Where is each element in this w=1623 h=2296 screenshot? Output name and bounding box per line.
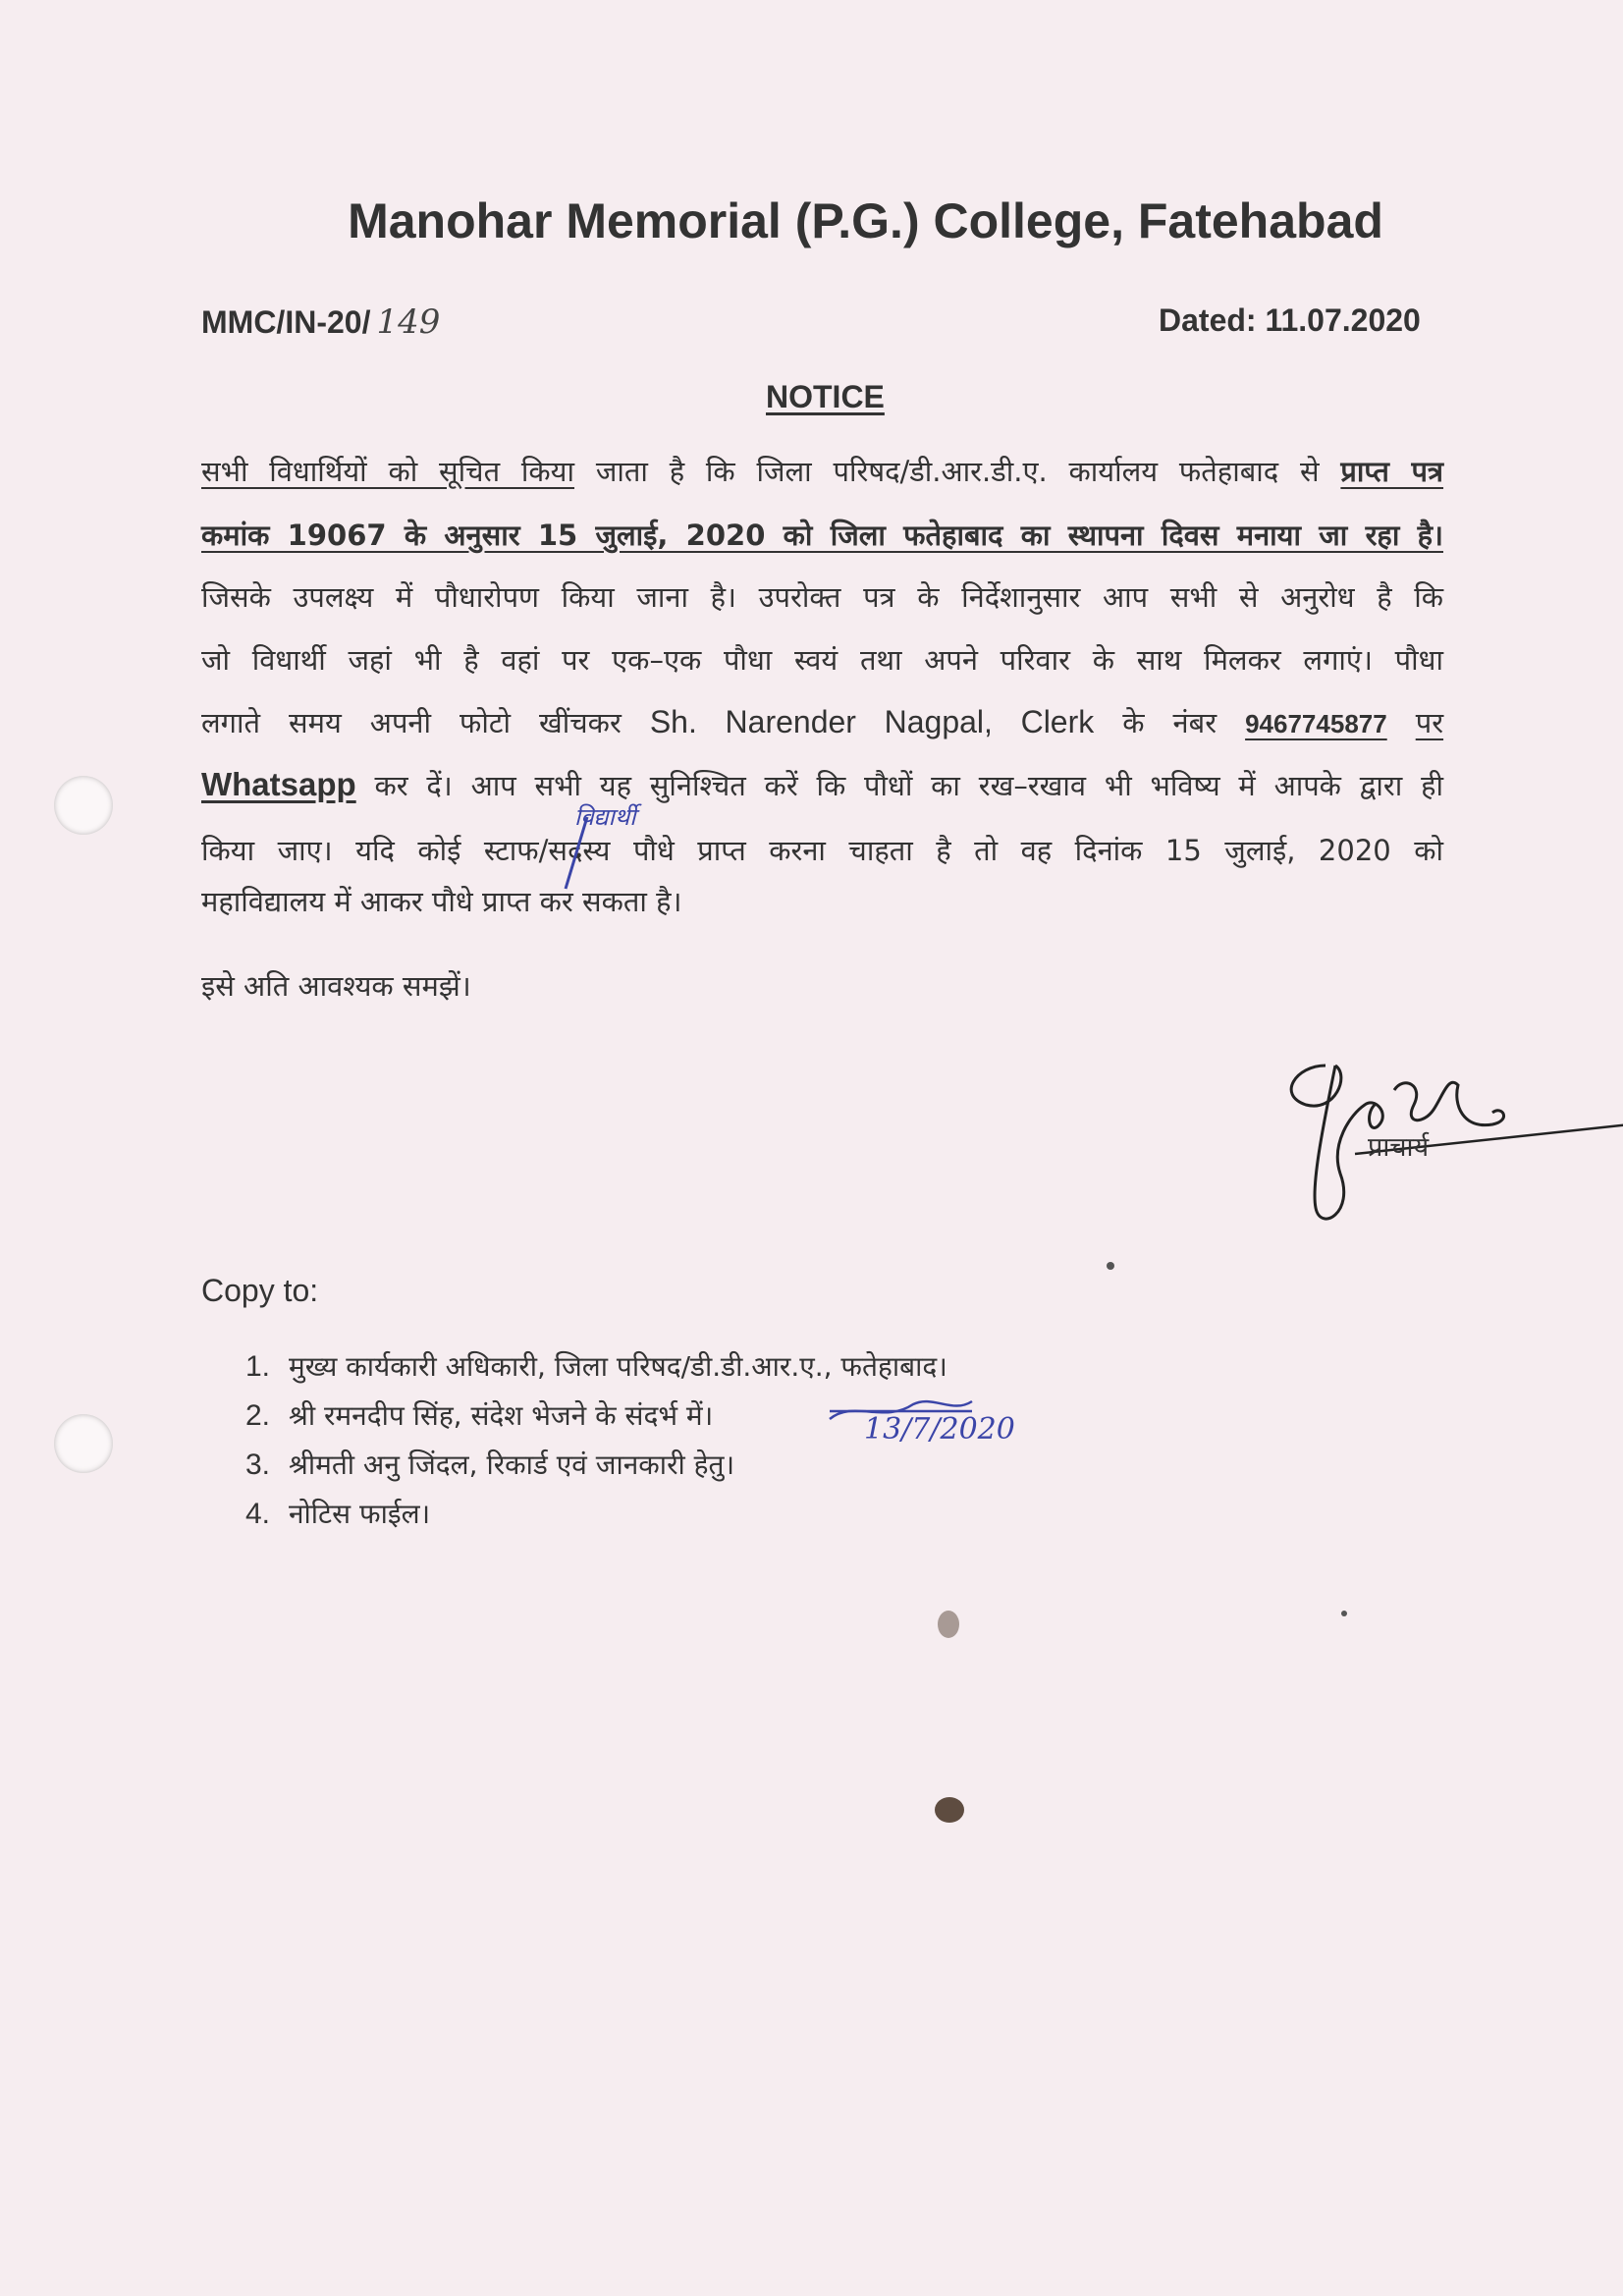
copy-item-number: 1. [245, 1350, 271, 1383]
paper-speck [938, 1611, 959, 1638]
body-line-5-text: लगाते समय अपनी फोटो खींचकर [201, 706, 622, 739]
body-line-5-end: पर [1415, 706, 1444, 739]
notice-date: Dated: 11.07.2020 [1159, 302, 1421, 338]
paper-speck [935, 1797, 964, 1823]
body-line-4: जो विधार्थी जहां भी है वहां पर एक–एक पौधा स्वयं तथा अपने परिवार के साथ मिलकर लगाएं। पौधा [201, 643, 1443, 677]
reference-handwritten-number: 149 [376, 302, 441, 342]
punch-hole-top [54, 776, 113, 835]
paper-speck [1107, 1262, 1114, 1270]
body-line-1 [201, 452, 1443, 490]
body-line-7: किया जाए। यदि कोई स्टाफ/सदस्य पौधे प्राप्त करना चाहता है तो वह दिनांक 15 जुलाई, 2020 को [201, 834, 1443, 867]
handwritten-correction: विद्यार्थी [574, 803, 636, 831]
paper-speck [1341, 1611, 1347, 1616]
body-line-1-bold: प्राप्त पत्र [1340, 455, 1444, 488]
college-name: Manohar Memorial (P.G.) College, Fatehabad [348, 193, 1383, 248]
copy-item-1 [245, 1347, 947, 1385]
notice-heading: NOTICE [766, 379, 885, 414]
copy-item-number: 4. [245, 1498, 271, 1530]
copy-item-text: नोटिस फाईल। [289, 1498, 431, 1530]
copy-item-2 [245, 1396, 713, 1434]
copy-item-number: 2. [245, 1399, 271, 1432]
reference-prefix: MMC/IN-20/ [201, 304, 371, 340]
phone-number: 9467745877 [1245, 709, 1387, 738]
copy-item-text: श्री रमनदीप सिंह, संदेश भेजने के संदर्भ में। [289, 1399, 714, 1432]
body-line-6 [201, 766, 1443, 804]
body-line-1-text: जाता है कि जिला परिषद/डी.आर.डी.ए. कार्यालय फतेहाबाद से [595, 455, 1320, 488]
body-line-5-number-label: के नंबर [1122, 706, 1217, 739]
body-line-5 [201, 703, 1443, 741]
body-line-6-text: कर दें। आप सभी यह सुनिश्चित करें कि पौधों का रख–रखाव भी भविष्य में आपके द्वारा ही [374, 769, 1443, 802]
body-line-3: जिसके उपलक्ष्य में पौधारोपण किया जाना है। उपरोक्त पत्र के निर्देशानुसार आप सभी से अनुरोध है कि [201, 580, 1443, 614]
reference-number [201, 302, 440, 342]
copy-to-label: Copy to: [201, 1273, 319, 1308]
body-line-2: कमांक 19067 के अनुसार 15 जुलाई, 2020 को जिला फतेहाबाद का स्थापना दिवस मनाया जा रहा है। [201, 519, 1443, 552]
correction-stroke [558, 815, 597, 894]
clerk-name: Sh. Narender Nagpal, Clerk [649, 704, 1095, 739]
copy-item-number: 3. [245, 1449, 271, 1481]
copy-item-text: श्रीमती अनु जिंदल, रिकार्ड एवं जानकारी हेतु। [289, 1449, 735, 1481]
handwritten-date: 13/7/2020 [864, 1412, 1015, 1447]
principal-signature [1257, 1036, 1623, 1232]
copy-item-4 [245, 1495, 430, 1532]
copy-item-text: मुख्य कार्यकारी अधिकारी, जिला परिषद/डी.डी.आर.ए., फतेहाबाद। [289, 1350, 947, 1383]
principal-title: प्राचार्य [1368, 1132, 1430, 1163]
whatsapp-label: Whatsapp [201, 766, 356, 802]
copy-item-3 [245, 1446, 734, 1483]
closing-line: इसे अति आवश्यक समझें। [201, 969, 471, 1003]
body-line-8: महाविद्यालय में आकर पौधे प्राप्त कर सकता है। [201, 885, 682, 918]
body-line-1-underlined: सभी विधार्थियों को सूचित किया [201, 455, 575, 488]
punch-hole-bottom [54, 1414, 113, 1473]
